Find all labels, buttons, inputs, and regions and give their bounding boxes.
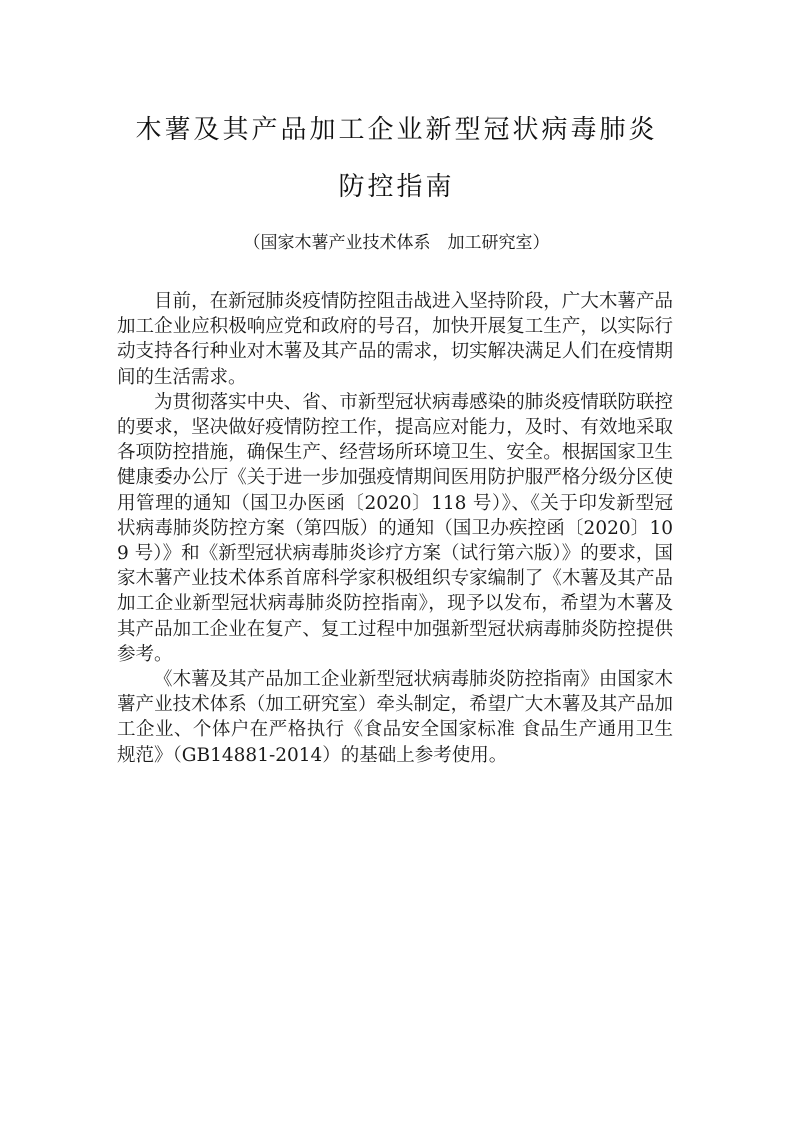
- document-subtitle: （国家木薯产业技术体系 加工研究室）: [243, 233, 550, 253]
- paragraph-usage: 《木薯及其产品加工企业新型冠状病毒肺炎防控指南》由国家木薯产业技术体系（加工研究室）牵头制定，希望广大木薯及其产品加工企业、个体户在严格执行《食品安全国家标准 食品生产通用卫生规范》（GB14881-2014）的基础上参考使用。: [117, 669, 673, 766]
- paragraph-intro: 目前，在新冠肺炎疫情防控阻击战进入坚持阶段，广大木薯产品加工企业应积极响应党和政府的号召，加快开展复工生产，以实际行动支持各行种业对木薯及其产品的需求，切实解决满足人们在疫情期间的生活需求。: [117, 291, 673, 388]
- paragraph-basis: 为贯彻落实中央、省、市新型冠状病毒感染的肺炎疫情联防联控的要求，坚决做好疫情防控工作，提高应对能力，及时、有效地采取各项防控措施，确保生产、经营场所环境卫生、安全。根据国家卫生健康委办公厅《关于进一步加强疫情期间医用防护服严格分级分区使用管理的通知（国卫办医函〔2020〕118 号）》、《关于印发新型冠状病毒肺炎防控方案（第四版）的通知（国卫办疾控函〔2020〕109 号）》和《新型冠状病毒肺炎诊疗方案（试行第六版）》的要求，国家木薯产业技术体系首席科学家积极组织专家编制了《木薯及其产品加工企业新型冠状病毒肺炎防控指南》，现予以发布，希望为木薯及其产品加工企业在复产、复工过程中加强新型冠状病毒肺炎防控提供参考。: [117, 391, 673, 665]
- document-title-line-2: 防控指南: [338, 172, 455, 202]
- document-body: [117, 289, 673, 768]
- document-title-line-1: 木薯及其产品加工企业新型冠状病毒肺炎: [135, 115, 658, 145]
